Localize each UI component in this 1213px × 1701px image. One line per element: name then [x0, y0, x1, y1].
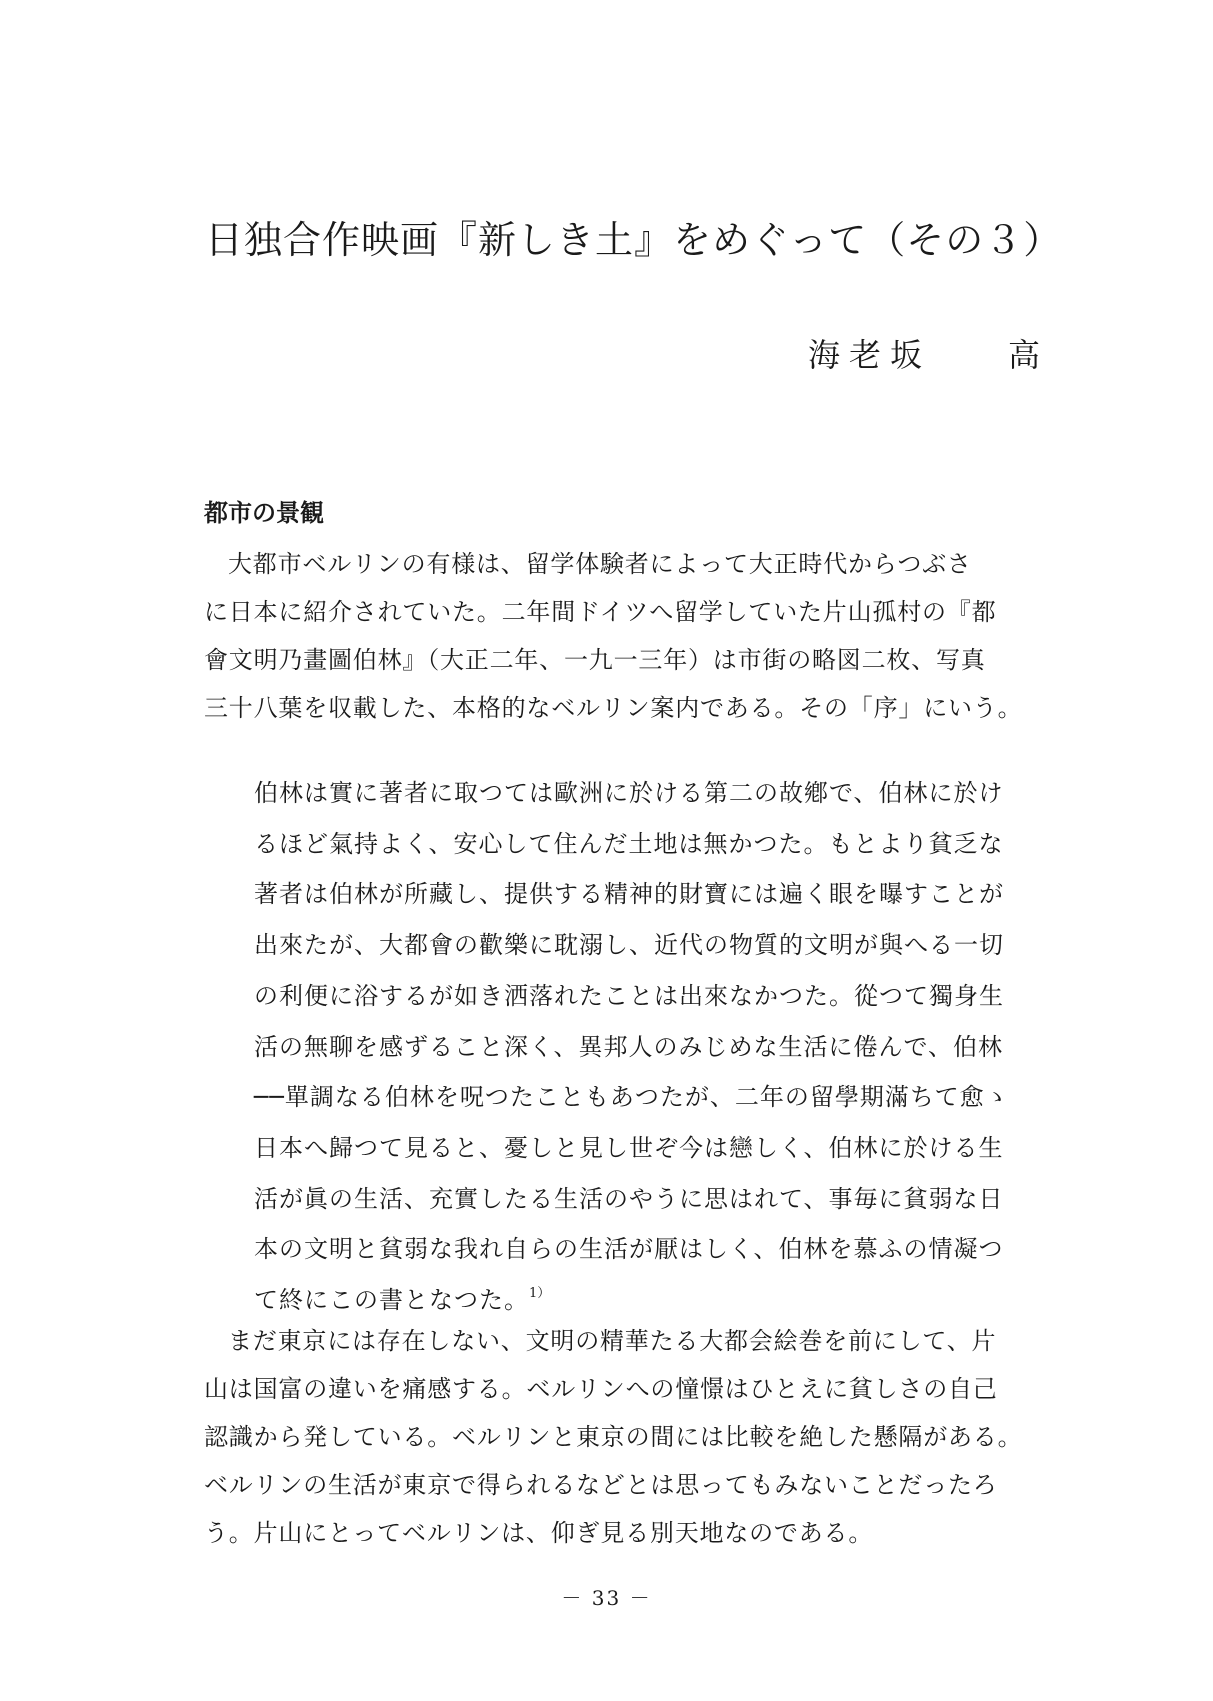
author-given-name: 高: [1007, 336, 1040, 374]
paragraph-line: 三十八葉を収載した、本格的なベルリン案内である。その「序」にいう。: [204, 694, 1023, 722]
block-quote: [254, 768, 1040, 1326]
body-paragraph-1: [204, 540, 1040, 732]
quote-line: 活の無聊を感ずること深く、異邦人のみじめな生活に倦んで、伯林: [254, 1032, 1004, 1061]
author-family-name: 海老坂: [808, 336, 932, 374]
paragraph-line: 會文明乃畫圖伯林』（大正二年、一九一三年）は市街の略図二枚、写真: [204, 646, 986, 674]
quote-line: 本の文明と貧弱な我れ自らの生活が厭はしく、伯林を慕ふの情凝つ: [254, 1235, 1004, 1264]
quote-line: ──單調なる伯林を呪つたこともあつたが、二年の留學期滿ちて愈ゝ: [254, 1083, 1010, 1112]
body-paragraph-2: [204, 1317, 1040, 1557]
paragraph-line: に日本に紹介されていた。二年間ドイツへ留学していた片山孤村の『都: [204, 598, 997, 626]
page-number: － 33 －: [561, 1586, 652, 1610]
page-title: 日独合作映画『新しき土』をめぐって（その３）: [205, 218, 1063, 262]
quote-line: 出來たが、大都會の歡樂に耽溺し、近代の物質的文明が與へる一切: [254, 931, 1004, 960]
quote-line-text: て終にこの書となつた。: [254, 1286, 529, 1315]
quote-line: 著者は伯林が所藏し、提供する精神的財寶には遍く眼を曝すことが: [254, 880, 1004, 909]
quote-line: るほど氣持よく、安心して住んだ土地は無かつた。もとより貧乏な: [254, 829, 1004, 858]
quote-line: 活が眞の生活、充實したる生活のやうに思はれて、事毎に貧弱な日: [254, 1184, 1004, 1213]
paragraph-line: まだ東京には存在しない、文明の精華たる大都会絵巻を前にして、片: [228, 1327, 997, 1355]
author-byline: [700, 330, 1040, 380]
paragraph-line: 認識から発している。ベルリンと東京の間には比較を絶した懸隔がある。: [204, 1423, 1023, 1451]
quote-line: 日本へ歸つて見ると、憂しと見し世ぞ今は戀しく、伯林に於ける生: [254, 1133, 1004, 1162]
paragraph-line: ベルリンの生活が東京で得られるなどとは思ってもみないことだったろ: [204, 1471, 998, 1499]
paragraph-line: う。片山にとってベルリンは、仰ぎ見る別天地なのである。: [204, 1519, 874, 1547]
quote-line: 伯林は實に著者に取つては歐洲に於ける第二の故鄕で、伯林に於け: [254, 779, 1004, 807]
section-heading: 都市の景観: [204, 499, 324, 527]
quote-line: の利便に浴するが如き洒落れたことは出來なかつた。從つて獨身生: [254, 981, 1004, 1010]
paragraph-line: 山は国富の違いを痛感する。ベルリンへの憧憬はひとえに貧しさの自己: [204, 1375, 998, 1403]
footnote-marker: 1）: [529, 1286, 551, 1302]
paragraph-line: 大都市ベルリンの有様は、留学体験者によって大正時代からつぶさ: [228, 550, 972, 578]
